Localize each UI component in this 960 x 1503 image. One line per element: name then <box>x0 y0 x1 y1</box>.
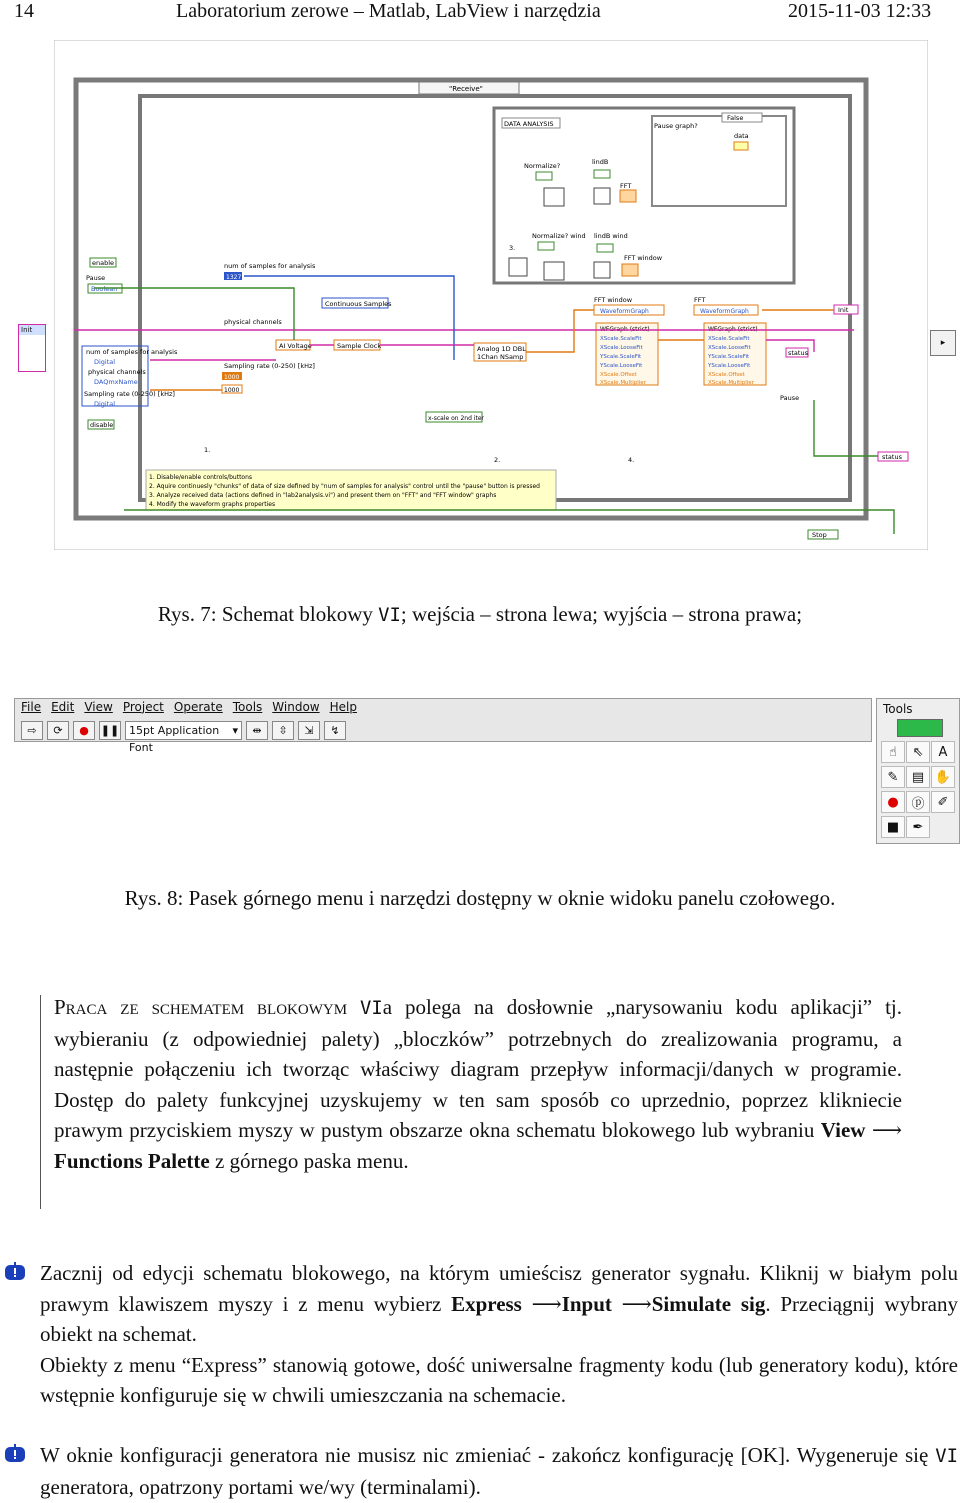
abort-icon[interactable]: ● <box>73 721 95 740</box>
fft-window-graph-label: FFT window <box>594 296 633 304</box>
pause-icon[interactable]: ❚❚ <box>99 721 121 740</box>
run-continuously-icon[interactable]: ⟳ <box>47 721 69 740</box>
figure7-caption-prefix: Rys. 7: Schemat blokowy <box>157 602 379 626</box>
tools-palette <box>876 698 960 844</box>
task2-text1: W oknie konfiguracji generatora nie musisz nic zmieniać - zakończ konfigurację [OK]. Wygeneruje się <box>40 1443 936 1467</box>
menu-view[interactable]: View <box>84 700 113 714</box>
auto-tool-icon[interactable] <box>897 719 943 737</box>
value-1000-a: 1000 <box>224 374 240 381</box>
task2-text2: generatora, opatrzony portami we/wy (terminalami). <box>40 1474 481 1499</box>
prop-right-3: YScale.LooseFit <box>708 363 751 369</box>
prop-left-4: XScale.Offset <box>600 372 637 378</box>
para-arrow: ⟶ <box>865 1118 902 1142</box>
init-left-label: Init <box>19 325 45 335</box>
page-number: 14 <box>14 0 34 22</box>
prop-right-2: YScale.ScaleFit <box>708 354 750 360</box>
fft-indicator-label: FFT <box>620 182 632 190</box>
marker-1: 1. <box>204 446 211 454</box>
para-text2: z górnego paska menu. <box>209 1148 409 1173</box>
init-right-label: Init <box>838 306 849 314</box>
note-1: 1. Disable/enable controls/buttons <box>149 474 253 481</box>
vi-icon: ▸ <box>930 330 956 356</box>
pause-out-label: Pause <box>780 394 800 402</box>
operate-hand-icon[interactable]: ☝ <box>881 741 905 763</box>
xscale-2nd-label: x-scale on 2nd iter <box>428 415 484 422</box>
sampling-rate-left-label: Sampling rate (0-250) [kHz] <box>84 390 175 398</box>
position-arrow-icon[interactable]: ⇖ <box>906 741 930 763</box>
menu-tools[interactable]: Tools <box>232 700 263 714</box>
task1-paragraph <box>40 1258 958 1411</box>
task1-arrow1: ⟶ <box>521 1291 562 1316</box>
get-color-icon[interactable]: ✐ <box>931 791 955 813</box>
prop-left-3: YScale.LooseFit <box>600 363 643 369</box>
intro-paragraph <box>54 992 902 1176</box>
prop-right-1: XScale.LooseFit <box>708 345 751 351</box>
normalize-wind-label: Normalize? wind <box>532 232 586 240</box>
nchan-label: 1Chan NSamp <box>477 353 524 361</box>
menu-bar <box>14 698 872 754</box>
num-samples-top-label: num of samples for analysis <box>224 262 316 270</box>
ai-voltage-label: AI Voltage <box>279 342 312 350</box>
running-header <box>0 0 960 26</box>
analog-label: Analog 1D DBL <box>477 345 526 353</box>
task-icon-1 <box>4 1262 26 1282</box>
pause-graph-label: Pause graph? <box>654 122 698 130</box>
receive-case-label: "Receive" <box>449 85 483 93</box>
status-label: status <box>788 349 808 357</box>
task1-bold-express: Express <box>451 1291 522 1316</box>
para-bold-functions: Functions Palette <box>54 1148 210 1173</box>
align-icon[interactable]: ⇹ <box>246 721 268 740</box>
property-node-left <box>596 323 658 386</box>
set-color-icon[interactable]: ■ <box>881 816 905 838</box>
prop-right-5: XScale.Multiplier <box>708 380 754 386</box>
status2-label: status <box>882 453 902 461</box>
note-4: 4. Modify the waveform graphs properties <box>149 501 276 508</box>
prop-left-1: XScale.LooseFit <box>600 345 643 351</box>
prop-left-header: WFGraph (strict) <box>600 326 650 333</box>
data-analysis-label: DATA ANALYSIS <box>504 120 554 128</box>
lindb-label: lindB <box>592 158 609 166</box>
block-diagram-figure <box>54 40 928 550</box>
sample-clock-label: Sample Clock <box>337 342 382 350</box>
num-samples-value: 1327 <box>226 274 242 281</box>
run-arrow-icon[interactable]: ⇨ <box>21 721 43 740</box>
toolbar <box>21 720 346 754</box>
menu-file[interactable]: File <box>21 700 42 714</box>
tools-title: Tools <box>883 702 913 716</box>
stop-label: Stop <box>812 531 827 539</box>
margin-bar <box>40 995 41 1209</box>
menu-items <box>21 700 357 718</box>
task1-text3: Obiekty z menu “Express” stanowią gotowe, dość uniwersalne fragmenty kodu (lub generatory kodu), które wstępnie konfiguruje się w chwili umieszczania na schemacie. <box>40 1352 958 1407</box>
menu-project[interactable]: Project <box>122 700 164 714</box>
figure7-caption-suffix: ; wejścia – strona lewa; wyjścia – strona prawa; <box>400 602 803 626</box>
value-1000-b: 1000 <box>224 387 240 394</box>
physical-channels-label: physical channels <box>224 318 282 326</box>
scroll-hand-icon[interactable]: ✋ <box>931 766 955 788</box>
task2-paragraph <box>40 1440 958 1502</box>
probe-icon[interactable]: ⓟ <box>906 791 930 813</box>
menu-toolbar-figure <box>14 698 960 846</box>
brush-icon[interactable]: ✒ <box>906 816 930 838</box>
header-datetime: 2015-11-03 12:33 <box>788 0 932 22</box>
prop-left-2: YScale.ScaleFit <box>600 354 642 360</box>
distribute-icon[interactable]: ⇳ <box>272 721 294 740</box>
para-code: VI <box>359 997 383 1019</box>
task1-text1: Zacznij od edycji schematu blokowego, na którym umieścisz generator sygnału. Kliknij w białym polu prawym klawiszem myszy i z menu wybierz <box>40 1261 958 1316</box>
figure8-caption: Rys. 8: Pasek górnego menu i narzędzi dostępny w oknie widoku panelu czołowego. <box>124 886 836 910</box>
para-bold-view: View <box>820 1118 866 1142</box>
figure7-caption-code: VI <box>378 604 401 626</box>
task1-arrow2: ⟶ <box>611 1291 652 1316</box>
menu-help[interactable]: Help <box>329 700 357 714</box>
continuous-samples-label: Continuous Samples <box>325 300 392 308</box>
task1-bold-simulate: Simulate sig <box>651 1291 766 1316</box>
prop-right-4: XScale.Offset <box>708 372 745 378</box>
wiring-tool-icon[interactable]: ✎ <box>881 766 905 788</box>
marker-3: 3. <box>509 244 516 252</box>
prop-left-5: XScale.Multiplier <box>600 380 646 386</box>
physical-channels-left-label: physical channels <box>88 368 146 376</box>
menu-window[interactable]: Window <box>272 700 320 714</box>
para-text1: a polega na dosłownie „narysowaniu kodu aplikacji” tj. wybieraniu (z odpowiedniej palety) „bloczków” potrzebnych do zrealizowania programu, a następnie połączeniu ich tworząc właściwy diagram przepływ informacji/danych w programie. Dostęp do palety funkcyjnej uzyskujemy w ten sam sposób co uprzednio, poprzez klikniecie prawym przyciskiem myszy w pustym obszarze okna schematu blokowego lub wybraniu <box>54 995 902 1142</box>
sampling-rate-label: Sampling rate (0-250) [kHz] <box>224 362 315 370</box>
fft-graph-label: FFT <box>694 296 706 304</box>
text-tool-icon[interactable]: A <box>931 741 955 763</box>
property-node-right <box>704 323 766 386</box>
task2-code: VI <box>935 1445 958 1467</box>
shortcut-menu-icon[interactable]: ▤ <box>906 766 930 788</box>
reorder-icon[interactable]: ↯ <box>324 721 346 740</box>
task1-bold-input: Input <box>561 1291 612 1316</box>
menu-edit[interactable]: Edit <box>51 700 75 714</box>
header-title: Laboratorium zerowe – Matlab, LabView i narzędzia <box>176 0 601 22</box>
false-case-label: False <box>727 114 744 122</box>
disable-label: disable <box>90 421 114 429</box>
init-left-block <box>18 324 46 372</box>
prop-right-header: WFGraph (strict) <box>708 326 758 333</box>
normalize-label: Normalize? <box>524 162 561 170</box>
enable-label: enable <box>92 259 115 267</box>
resize-icon[interactable]: ⇲ <box>298 721 320 740</box>
boolean-label: Boolean <box>91 285 118 293</box>
sc-lead: Praca ze schematem blokowym <box>54 995 348 1019</box>
wfgraph-right-label: WaveformGraph <box>700 308 749 315</box>
data-label: data <box>734 132 749 140</box>
menu-operate[interactable]: Operate <box>173 700 223 714</box>
prop-left-0: XScale.ScaleFit <box>600 336 642 342</box>
digital-label-2: Digital <box>94 400 116 408</box>
wfgraph-left-label: WaveformGraph <box>600 308 649 315</box>
figure7-caption <box>0 602 960 627</box>
marker-4: 4. <box>628 456 635 464</box>
daqmx-label: DAQmxName <box>94 378 138 386</box>
digital-label-1: Digital <box>94 358 116 366</box>
note-3: 3. Analyze received data (actions defined in "lab2analysis.vi") and present them on "FFT" and "FFT window" graphs <box>149 492 497 499</box>
num-samples-left-label: num of samples for analysis <box>86 348 178 356</box>
lindb-wind-label: lindB wind <box>594 232 628 240</box>
prop-right-0: XScale.ScaleFit <box>708 336 750 342</box>
marker-2: 2. <box>494 456 501 464</box>
breakpoint-icon[interactable]: ● <box>881 791 905 813</box>
task1-text2: . Przeciągnij wybrany obiekt na schemat. <box>40 1291 959 1346</box>
note-2: 2. Aquire continuesly "chunks" of data of size defined by "num of samples for analysis" control until the "pause" button is pressed <box>149 483 540 490</box>
task-icon-2 <box>4 1444 26 1464</box>
fft-window-indicator-label: FFT window <box>624 254 663 262</box>
font-select[interactable]: 15pt Application Font ▾ <box>125 721 242 740</box>
pause-control-label: Pause <box>86 274 106 282</box>
